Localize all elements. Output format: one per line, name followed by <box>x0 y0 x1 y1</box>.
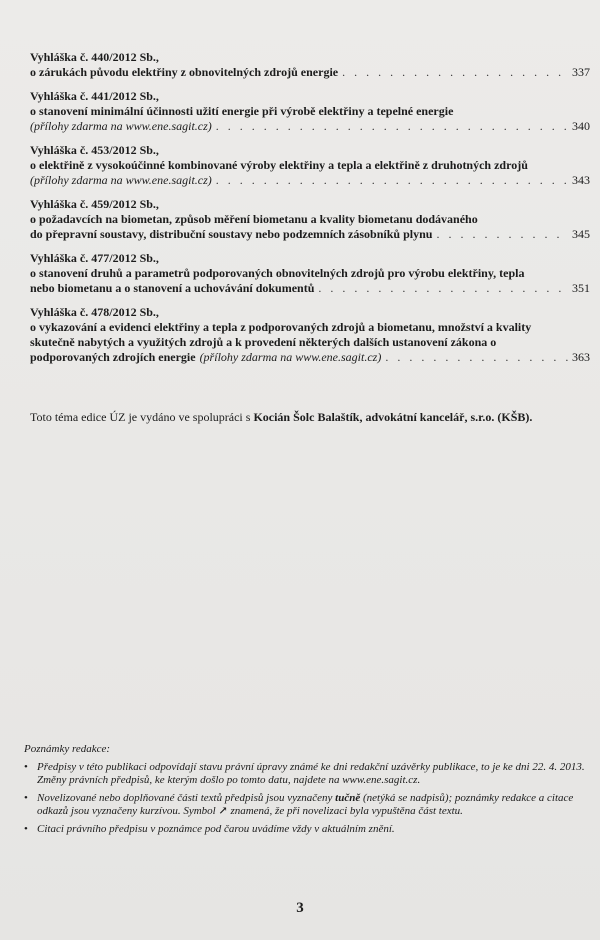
toc-entry-note: (přílohy zdarma na www.ene.sagit.cz) <box>30 173 212 187</box>
page-number: 3 <box>296 900 304 916</box>
toc-entry-title: Vyhláška č. 478/2012 Sb., <box>30 305 159 319</box>
dot-leader <box>216 119 568 134</box>
editorial-notes <box>24 743 590 841</box>
dot-leader <box>385 350 568 365</box>
toc-entry-text: podporovaných zdrojích energie <box>30 350 196 364</box>
toc-entry-text: skutečně nabytých a využitých zdrojů a k provedení některých dalších ustanovení zákona o <box>30 335 497 349</box>
dot-leader <box>318 281 568 296</box>
toc-entry-text: o zárukách původu elektřiny z obnovitelných zdrojů energie <box>30 65 339 79</box>
bullet-icon: • <box>24 823 28 835</box>
cooperation-text: Toto téma edice ÚZ je vydáno ve spolupráci s <box>30 410 254 424</box>
bullet-icon: • <box>24 761 28 773</box>
toc-entry <box>30 143 590 188</box>
toc-entry <box>30 251 590 296</box>
list-item <box>24 761 590 787</box>
toc-entry-last-line <box>30 119 590 134</box>
dot-leader <box>216 173 568 188</box>
toc-entry-title: Vyhláška č. 459/2012 Sb., <box>30 197 159 211</box>
toc-entry-note: (přílohy zdarma na www.ene.sagit.cz) <box>30 119 212 133</box>
toc-entry-text: o stanovení minimální účinnosti užití energie při výrobě elektřiny a tepelné energie <box>30 104 454 118</box>
toc-page-number: 343 <box>572 173 590 187</box>
toc-entry-title: Vyhláška č. 477/2012 Sb., <box>30 251 159 265</box>
note-emphasis: tučně <box>335 792 361 804</box>
toc-page-number: 351 <box>572 281 590 295</box>
toc-entry <box>30 50 590 80</box>
toc-entry-text: o elektřině z vysokoúčinné kombinované výroby elektřiny a tepla a elektřině z druhotných zdrojů <box>30 158 528 172</box>
toc-entry-text: nebo biometanu a o stanovení a uchovávání dokumentů <box>30 281 315 295</box>
omission-arrow-icon: ↗ <box>218 805 228 817</box>
note-text: Citaci právního předpisu v poznámce pod čarou uvádíme vždy v aktuálním znění. <box>37 823 395 835</box>
bullet-icon: • <box>24 792 28 804</box>
note-text: znamená, že při novelizaci byla vypuštěna část textu. <box>227 805 463 817</box>
note-text: (netýká se nadpisů); poznámky redakce a citace odkazů jsou vyznačeny kurzívou. Symbol <box>37 792 574 817</box>
toc-entry <box>30 197 590 242</box>
notes-list <box>24 761 590 836</box>
toc-entry-last-line <box>30 350 590 365</box>
toc-entry-text: o vykazování a evidenci elektřiny a tepla z podporovaných zdrojů a biometanu, množství a kvality <box>30 320 532 334</box>
toc-entry-text: o požadavcích na biometan, způsob měření biometanu a kvality biometanu dodávaného <box>30 212 478 226</box>
toc-entry-last-line <box>30 281 590 296</box>
cooperation-statement <box>30 410 590 425</box>
toc-entry-note: (přílohy zdarma na www.ene.sagit.cz) <box>199 350 382 364</box>
list-item <box>24 792 590 818</box>
toc-entry-last-line <box>30 65 590 80</box>
note-text: Novelizované nebo doplňované části textů předpisů jsou vyznačeny <box>37 792 336 804</box>
toc-entry <box>30 305 590 365</box>
toc-entry <box>30 89 590 134</box>
dot-leader <box>342 65 568 80</box>
toc-page-number: 345 <box>572 227 590 241</box>
toc-page-number: 340 <box>572 119 590 133</box>
toc-entry-last-line <box>30 227 590 242</box>
toc-entry-title: Vyhláška č. 453/2012 Sb., <box>30 143 159 157</box>
toc-entry-text: o stanovení druhů a parametrů podporovaných obnovitelných zdrojů pro výrobu elektřiny, tepla <box>30 266 525 280</box>
toc-entry-text: do přepravní soustavy, distribuční soustavy nebo podzemních zásobníků plynu <box>30 227 433 241</box>
toc-entry-last-line <box>30 173 590 188</box>
toc-page-number: 337 <box>572 65 590 79</box>
toc-page-number: 363 <box>572 350 590 364</box>
list-item <box>24 823 590 836</box>
toc-entry-title: Vyhláška č. 441/2012 Sb., <box>30 89 159 103</box>
table-of-contents <box>30 50 590 374</box>
note-text: Předpisy v této publikaci odpovídají stavu právní úpravy známé ke dni redakční uzávěrky publikace, to je ke dni 22. 4. 2013. Změny právních předpisů, ke kterým došlo po tomto datu, najdete na www.ene.sagit.cz. <box>37 761 585 786</box>
law-firm-name: Kocián Šolc Balaštík, advokátní kancelář, s.r.o. (KŠB). <box>253 410 533 424</box>
dot-leader <box>436 227 568 242</box>
toc-entry-title: Vyhláška č. 440/2012 Sb., <box>30 50 159 64</box>
notes-heading: Poznámky redakce: <box>24 743 111 755</box>
